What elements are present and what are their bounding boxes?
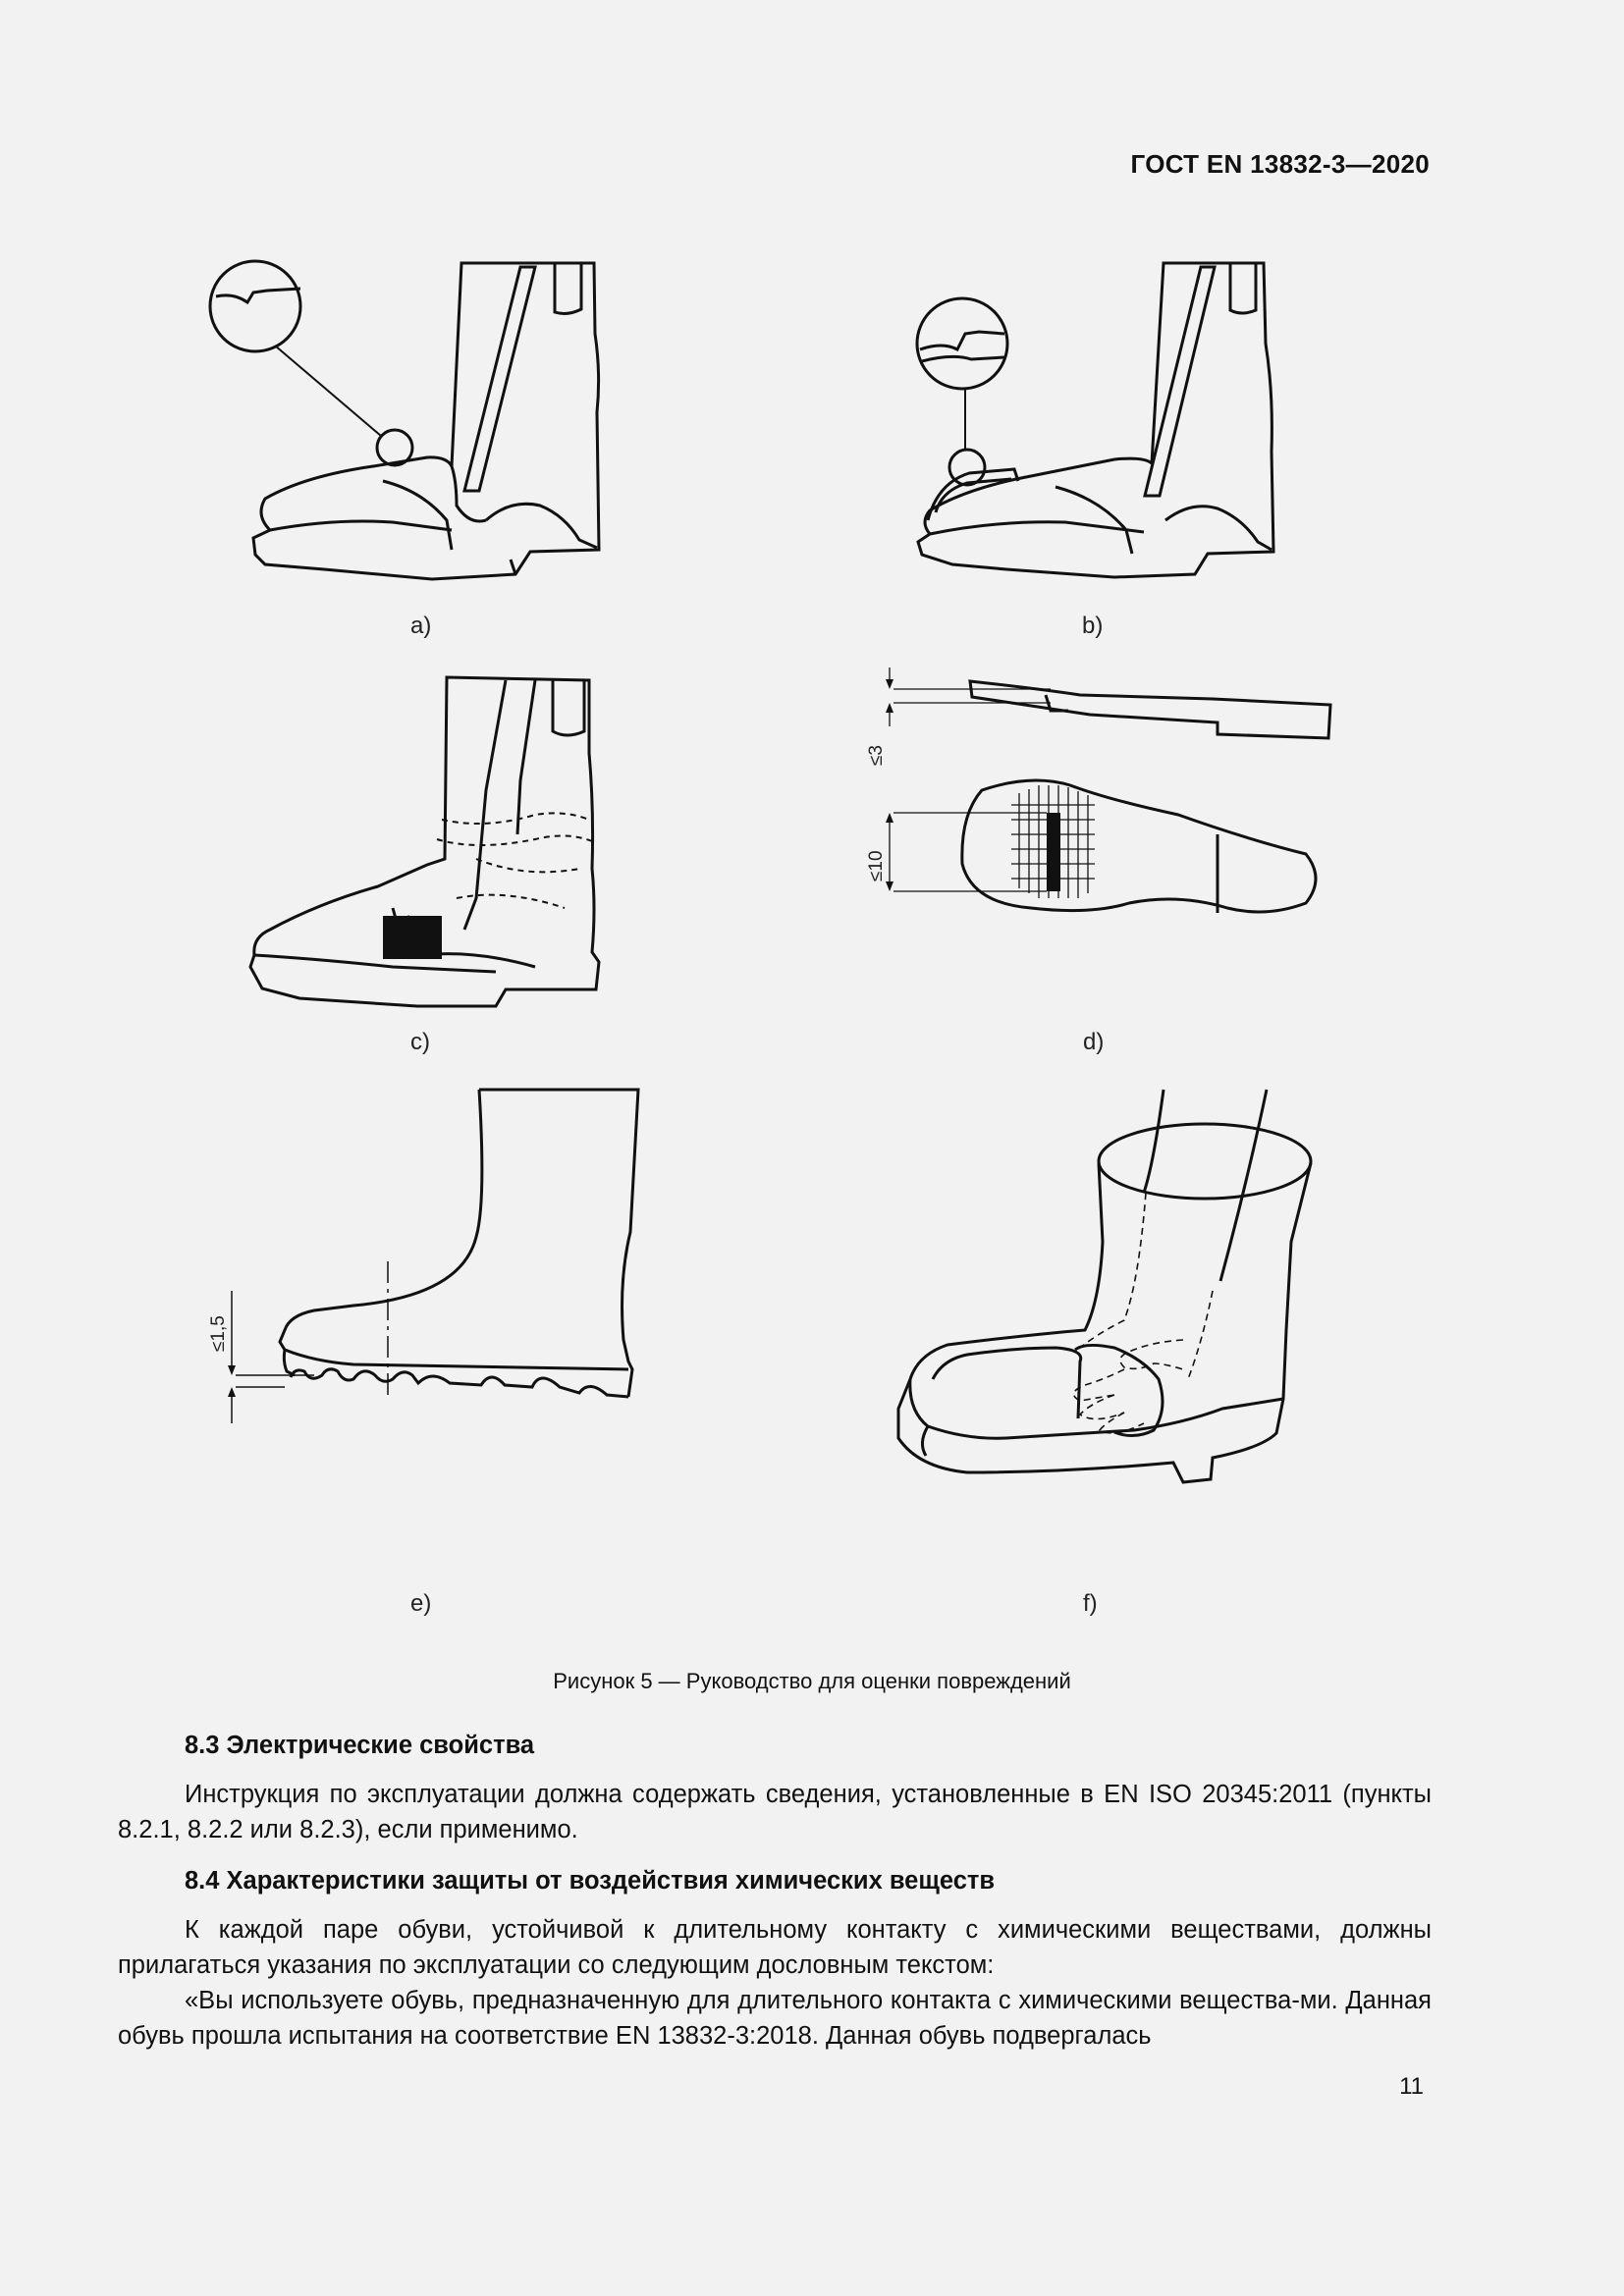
dim-label-3: ≤3 xyxy=(866,745,887,766)
dim-label-1-5: ≤1,5 xyxy=(208,1315,229,1352)
panel-label-b: b) xyxy=(1082,613,1104,639)
page-number: 11 xyxy=(1399,2073,1424,2100)
document-header: ГОСТ EN 13832-3—2020 xyxy=(1130,149,1430,179)
panel-label-d: d) xyxy=(1083,1029,1105,1055)
figure-panel-e xyxy=(196,1085,648,1438)
insole-drawing-d xyxy=(854,667,1335,942)
figure-panel-f xyxy=(889,1085,1321,1556)
panel-label-f: f) xyxy=(1083,1590,1098,1617)
section-8-3 xyxy=(118,1728,1432,1847)
paragraph-8-4-2: «Вы используете обувь, предназначенную для длительного контакта с химическими вещества-ми. Данная обувь прошла испытания на соответствие EN 13832-3:2018. Данная обувь подвергалась xyxy=(118,1987,1432,2050)
paragraph-8-3-1: Инструкция по эксплуатации должна содержать сведения, установленные в EN ISO 20345:2011 (пункты 8.2.1, 8.2.2 или 8.2.3), если применимо. xyxy=(118,1781,1432,1843)
section-8-4 xyxy=(118,1863,1432,2054)
figure-panel-b xyxy=(908,255,1321,589)
boot-drawing-f xyxy=(889,1085,1321,1556)
dim-label-10: ≤10 xyxy=(866,850,887,881)
figure-panel-a xyxy=(216,255,628,589)
boot-drawing-b xyxy=(908,255,1321,589)
boot-drawing-e xyxy=(196,1085,648,1438)
heading-8-3: 8.3 Электрические свойства xyxy=(185,1732,535,1759)
heading-8-4: 8.4 Характеристики защиты от воздействия химических веществ xyxy=(185,1867,996,1895)
boot-drawing-a xyxy=(216,255,628,589)
paragraph-8-4-1: К каждой паре обуви, устойчивой к длительному контакту с химическими веществами, должны прилагаться указания по эксплуатации со следующим дословным текстом: xyxy=(118,1916,1432,1979)
figure-caption: Рисунок 5 — Руководство для оценки повреждений xyxy=(553,1669,1071,1693)
figure-panel-d xyxy=(854,667,1335,942)
figure-panel-c xyxy=(241,672,623,1006)
panel-label-a: a) xyxy=(410,613,432,639)
panel-label-e: e) xyxy=(410,1590,432,1617)
boot-drawing-c xyxy=(241,672,623,1006)
panel-label-c: c) xyxy=(410,1029,430,1055)
